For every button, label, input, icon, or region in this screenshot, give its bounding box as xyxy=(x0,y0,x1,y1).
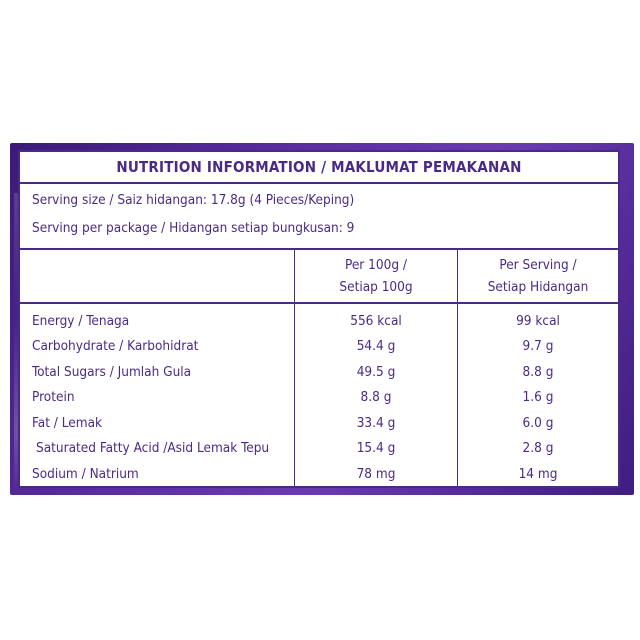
table-row xyxy=(20,334,618,360)
per-serving-header-line1: Per Serving / xyxy=(499,257,577,273)
value-per-100g: 49.5 g xyxy=(356,363,396,380)
value-per-serving: 2.8 g xyxy=(522,440,554,457)
nutrient-name: Sodium / Natrium xyxy=(32,465,139,482)
value-per-100g: 556 kcal xyxy=(350,312,402,329)
servings-per-package-text: Serving per package / Hidangan setiap bungkusan: 9 xyxy=(32,220,355,236)
table-row xyxy=(20,308,618,334)
serving-info xyxy=(20,184,618,250)
value-per-serving: 9.7 g xyxy=(522,338,554,355)
nutrient-name: Carbohydrate / Karbohidrat xyxy=(32,338,199,355)
value-per-serving: 1.6 g xyxy=(522,389,554,406)
value-per-serving: 8.8 g xyxy=(522,363,554,380)
table-row xyxy=(20,436,618,462)
value-per-serving: 14 mg xyxy=(518,465,558,482)
table-row xyxy=(20,410,618,436)
nutrient-name: Saturated Fatty Acid /Asid Lemak Tepu xyxy=(36,440,270,457)
per-100g-header-line2: Setiap 100g xyxy=(339,279,413,295)
table-row xyxy=(20,461,618,487)
per-serving-header xyxy=(458,250,618,302)
per-serving-header-line2: Setiap Hidangan xyxy=(487,279,589,295)
per-100g-header-line1: Per 100g / xyxy=(344,257,407,273)
value-per-100g: 15.4 g xyxy=(356,440,396,457)
nutrient-name: Energy / Tenaga xyxy=(32,312,130,329)
value-per-serving: 99 kcal xyxy=(516,312,560,329)
value-per-100g: 8.8 g xyxy=(360,389,392,406)
nutrient-name: Protein xyxy=(32,389,75,406)
nutrient-name: Total Sugars / Jumlah Gula xyxy=(32,363,192,380)
value-per-100g: 78 mg xyxy=(356,465,396,482)
table-title: NUTRITION INFORMATION / MAKLUMAT PEMAKANAN xyxy=(20,152,618,184)
nutrition-facts-table xyxy=(18,150,620,488)
nutrient-rows xyxy=(20,308,618,487)
nutrient-name: Fat / Lemak xyxy=(32,414,103,431)
table-row xyxy=(20,385,618,411)
table-row xyxy=(20,359,618,385)
column-header-row xyxy=(20,250,618,304)
value-per-serving: 6.0 g xyxy=(522,414,554,431)
serving-size-text: Serving size / Saiz hidangan: 17.8g (4 Pieces/Keping) xyxy=(32,192,355,208)
value-per-100g: 33.4 g xyxy=(356,414,396,431)
per-100g-header xyxy=(295,250,457,302)
value-per-100g: 54.4 g xyxy=(356,338,396,355)
